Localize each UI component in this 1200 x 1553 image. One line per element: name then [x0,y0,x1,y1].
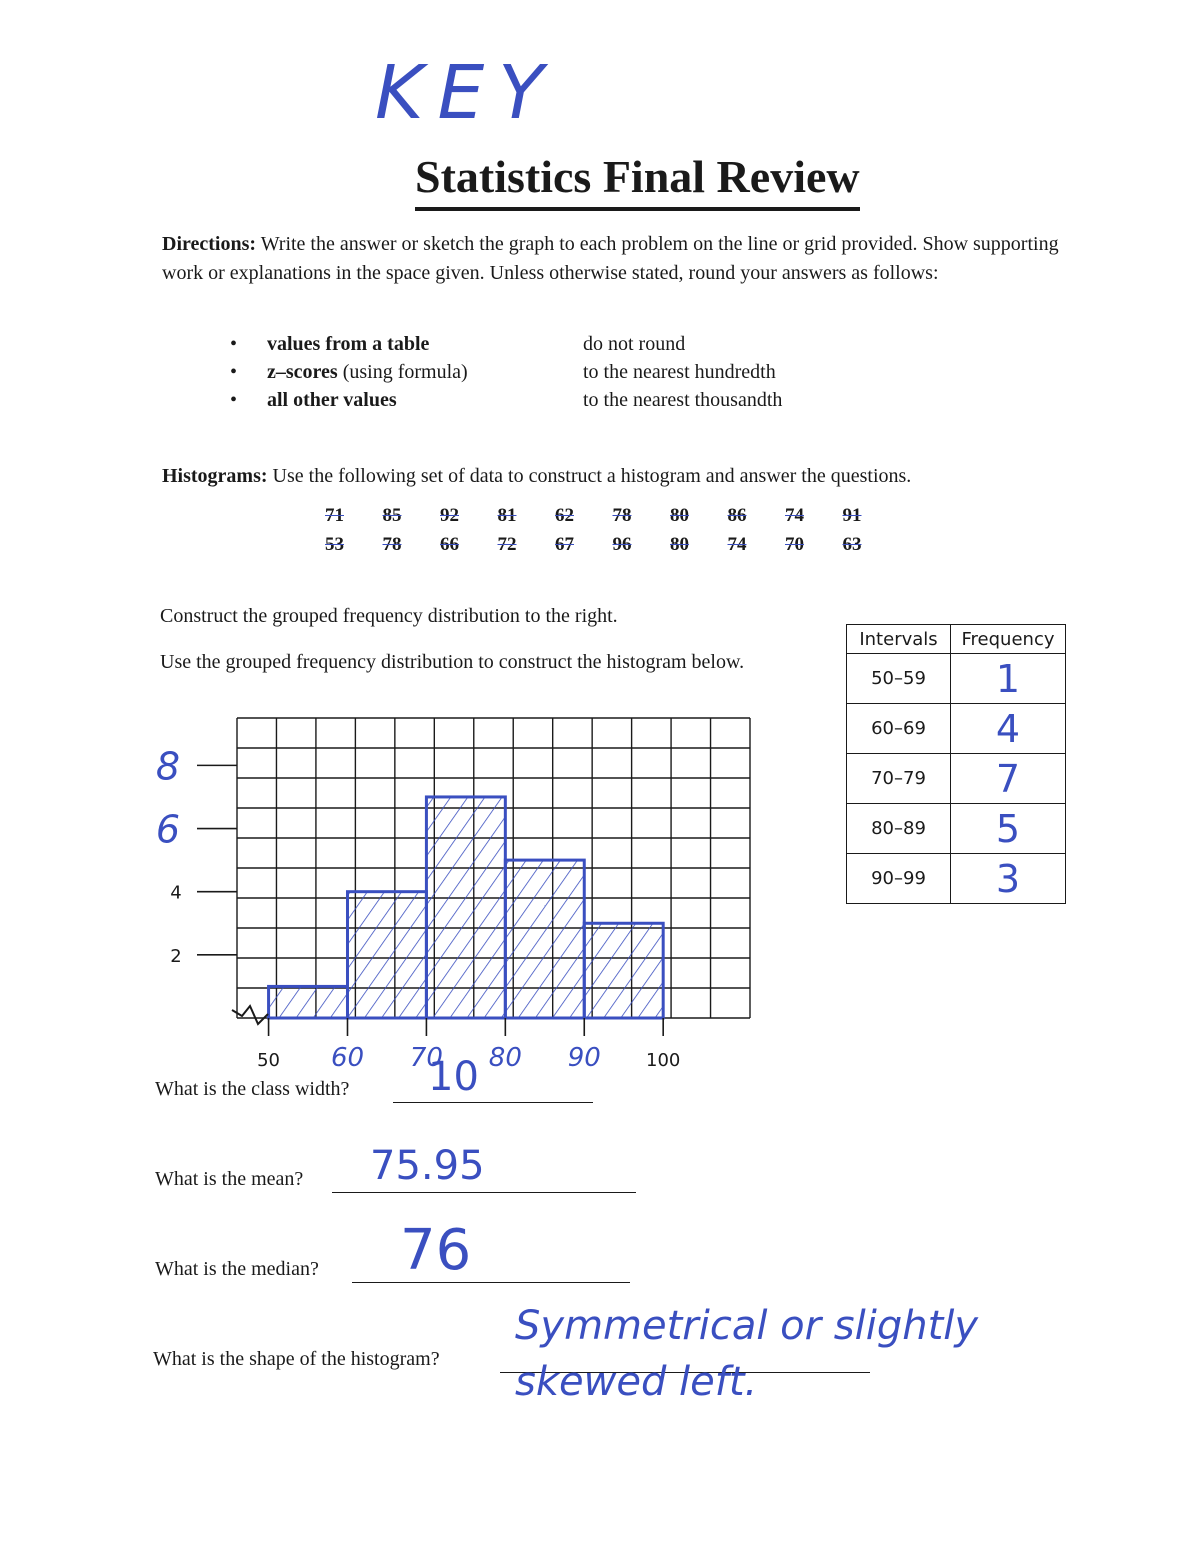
data-value: 67 [555,534,574,555]
x-tick-label: 90 [567,1043,601,1073]
interval-cell: 80–89 [847,804,951,854]
y-tick-label: 2 [170,945,182,967]
answer-line [332,1192,636,1193]
answer-line [352,1282,630,1283]
data-value: 91 [842,505,862,526]
frequency-cell: 4 [951,704,1066,754]
directions-text: Write the answer or sketch the graph to each problem on the line or grid provided. Show supporting work or explanations in the space given. Unless otherwise stated, round your answers as follows: [162,233,1059,284]
histograms-text: Use the following set of data to construct a histogram and answer the questions. [272,465,912,487]
data-value: 74 [785,505,804,526]
construct-table-instruction: Construct the grouped frequency distribution to the right. [160,605,618,627]
bullet-icon: • [230,333,238,355]
x-tick-label: 80 [488,1043,522,1073]
data-value: 92 [440,505,459,526]
answer-mean: 75.95 [370,1143,485,1189]
intervals-header: Intervals [847,625,951,654]
data-value: 86 [727,505,747,526]
data-value: 96 [612,534,632,555]
x-tick-label: 100 [646,1050,681,1071]
rule-value: do not round [583,333,686,355]
rule-value: to the nearest thousandth [583,389,783,411]
rule-label: all other values [267,389,397,411]
answer-shape: Symmetrical or slightly skewed left. [515,1303,979,1405]
frequency-header: Frequency [951,625,1066,654]
histogram-bars [269,797,664,1018]
interval-cell: 60–69 [847,704,951,754]
data-value: 74 [727,534,747,555]
data-value: 72 [497,534,517,555]
histogram-bar [505,860,584,1018]
histogram-bar [347,892,426,1018]
key-annotation: KEY [375,50,558,136]
x-tick-label: 70 [409,1043,443,1073]
x-tick-label: 60 [330,1043,365,1073]
question-median: What is the median? [155,1258,319,1280]
rule-value: to the nearest hundredth [583,361,776,383]
rule-label-rest: (using formula) [337,361,468,383]
y-tick-label: 6 [155,807,181,852]
data-value: 78 [612,505,632,526]
bullet-icon: • [230,389,238,411]
data-value: 63 [842,534,862,555]
data-value: 78 [382,534,402,555]
histogram-bar [426,797,505,1018]
interval-cell: 70–79 [847,754,951,804]
construct-histogram-instruction: Use the grouped frequency distribution to construct the histogram below. [160,651,745,673]
data-value: 66 [440,534,459,555]
question-shape: What is the shape of the histogram? [153,1348,440,1370]
y-tick-label: 4 [170,882,182,904]
question-mean: What is the mean? [155,1168,304,1190]
frequency-cell: 3 [951,854,1066,904]
data-value: 80 [670,505,689,526]
frequency-cell: 5 [951,804,1066,854]
data-value: 62 [555,505,574,526]
interval-cell: 90–99 [847,854,951,904]
question-class-width: What is the class width? [155,1078,350,1100]
x-tick-label: 50 [257,1050,281,1071]
histogram-bar [584,923,663,1018]
y-tick-label: 8 [155,744,181,789]
data-value: 70 [785,534,804,555]
data-value: 80 [670,534,689,555]
rule-label: z–scores [267,361,338,383]
answer-class-width: 10 [428,1054,479,1100]
data-value: 81 [497,505,517,526]
directions-label: Directions: [162,233,257,255]
interval-cell: 50–59 [847,654,951,704]
histogram-bar [269,986,348,1018]
bullet-icon: • [230,361,238,383]
data-value: 71 [325,505,344,526]
answer-line [393,1102,593,1103]
page-title: Statistics Final Review [415,150,860,211]
frequency-cell: 7 [951,754,1066,804]
rule-label: values from a table [267,333,430,355]
data-value: 85 [382,505,402,526]
answer-median: 76 [400,1218,472,1283]
data-value: 53 [325,534,344,555]
histograms-label: Histograms: [162,465,268,487]
frequency-cell: 1 [951,654,1066,704]
